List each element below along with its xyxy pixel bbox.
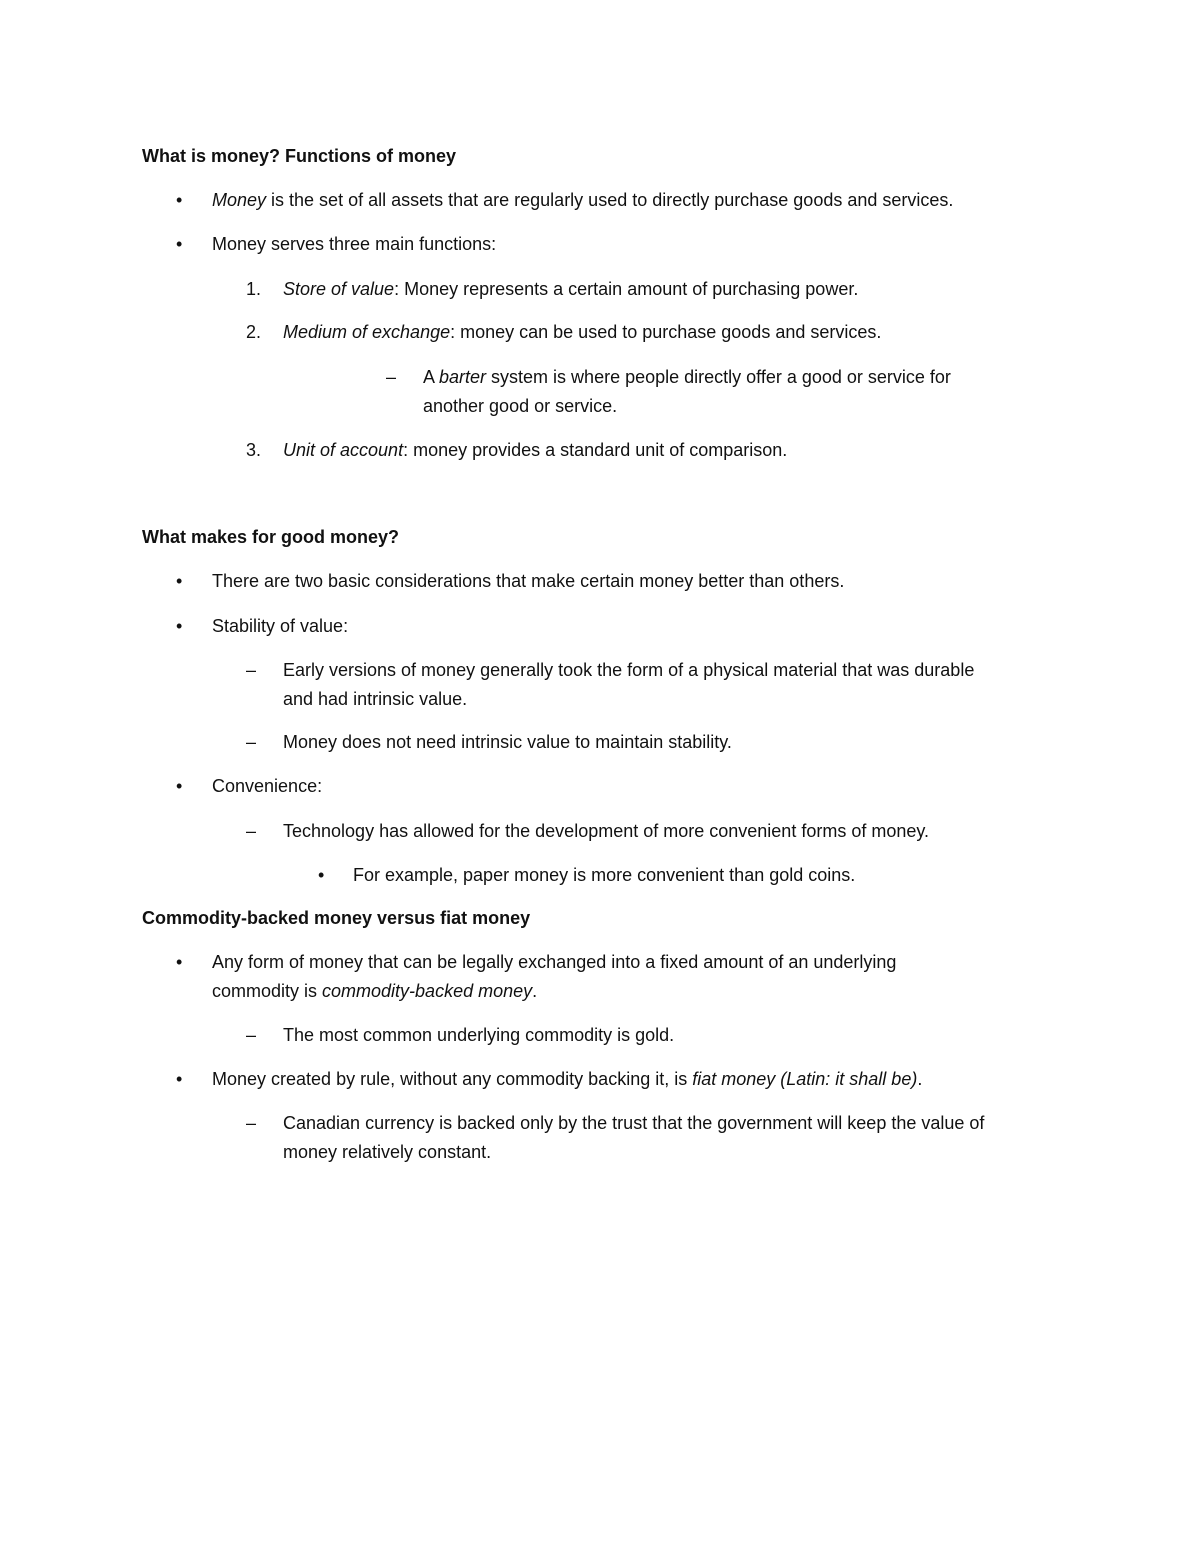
bullet-marker: • — [176, 616, 183, 636]
term-store-of-value: Store of value — [283, 279, 395, 299]
bullet-marker: • — [176, 952, 183, 972]
commodity-line2-pre: commodity is — [212, 981, 323, 1001]
dash-marker: – — [246, 732, 257, 752]
bullet-marker: • — [176, 571, 183, 591]
list-item-fiat — [212, 1065, 922, 1093]
term-medium-of-exchange: Medium of exchange — [283, 322, 451, 342]
barter-text: system is where people directly offer a good or service for — [486, 367, 951, 387]
list-item-commodity-line2 — [212, 977, 537, 1005]
term-money: Money — [212, 190, 267, 210]
list-item-early-line1: Early versions of money generally took the form of a physical material that was durable — [283, 660, 975, 680]
list-item-functions-intro: Money serves three main functions: — [212, 234, 497, 254]
list-item-barter-line2: another good or service. — [423, 396, 618, 416]
dash-marker: – — [246, 660, 257, 680]
term-barter: barter — [439, 367, 487, 387]
fiat-post: . — [917, 1069, 923, 1089]
dash-marker: – — [386, 367, 397, 387]
list-item-example: For example, paper money is more convenient than gold coins. — [353, 865, 856, 885]
list-item-stability: Stability of value: — [212, 616, 349, 636]
section-heading-commodity-fiat: Commodity-backed money versus fiat money — [142, 908, 531, 928]
dash-marker: – — [246, 1113, 257, 1133]
list-item-commodity-line1: Any form of money that can be legally exchanged into a fixed amount of an underlying — [212, 952, 897, 972]
list-item-technology: Technology has allowed for the development of more convenient forms of money. — [283, 821, 930, 841]
medium-of-exchange-text: : money can be used to purchase goods and services. — [450, 322, 882, 342]
store-of-value-text: : Money represents a certain amount of purchasing power. — [394, 279, 859, 299]
list-item-intrinsic: Money does not need intrinsic value to maintain stability. — [283, 732, 732, 752]
list-item-convenience: Convenience: — [212, 776, 323, 796]
list-item-money-definition — [212, 186, 953, 214]
number-marker-3: 3. — [246, 440, 262, 460]
list-item-medium-of-exchange — [283, 318, 881, 346]
list-item-barter-line1 — [423, 363, 951, 391]
bullet-marker: • — [176, 776, 183, 796]
fiat-pre: Money created by rule, without any commodity backing it, is — [212, 1069, 693, 1089]
barter-pre: A — [423, 367, 440, 387]
bullet-marker: • — [318, 865, 325, 885]
list-item-canadian-line2: money relatively constant. — [283, 1142, 492, 1162]
bullet-marker: • — [176, 1069, 183, 1089]
list-item-early-line2: and had intrinsic value. — [283, 689, 468, 709]
list-item-store-of-value — [283, 275, 858, 303]
bullet-marker: • — [176, 234, 183, 254]
term-fiat-money: fiat money (Latin: it shall be) — [692, 1069, 918, 1089]
list-item-unit-of-account — [283, 436, 787, 464]
unit-of-account-text: : money provides a standard unit of comparison. — [403, 440, 788, 460]
dash-marker: – — [246, 1025, 257, 1045]
dash-marker: – — [246, 821, 257, 841]
number-marker-1: 1. — [246, 279, 262, 299]
section-heading-good-money: What makes for good money? — [142, 527, 400, 547]
money-definition-text: is the set of all assets that are regularly used to directly purchase goods and services. — [266, 190, 954, 210]
commodity-line2-post: . — [532, 981, 538, 1001]
term-unit-of-account: Unit of account — [283, 440, 404, 460]
section-heading-money-functions: What is money? Functions of money — [142, 146, 457, 166]
list-item-canadian-line1: Canadian currency is backed only by the trust that the government will keep the value of — [283, 1113, 985, 1133]
term-commodity-backed-money: commodity-backed money — [322, 981, 533, 1001]
list-item-gold: The most common underlying commodity is gold. — [283, 1025, 675, 1045]
list-item-considerations: There are two basic considerations that make certain money better than others. — [212, 571, 845, 591]
bullet-marker: • — [176, 190, 183, 210]
number-marker-2: 2. — [246, 322, 262, 342]
